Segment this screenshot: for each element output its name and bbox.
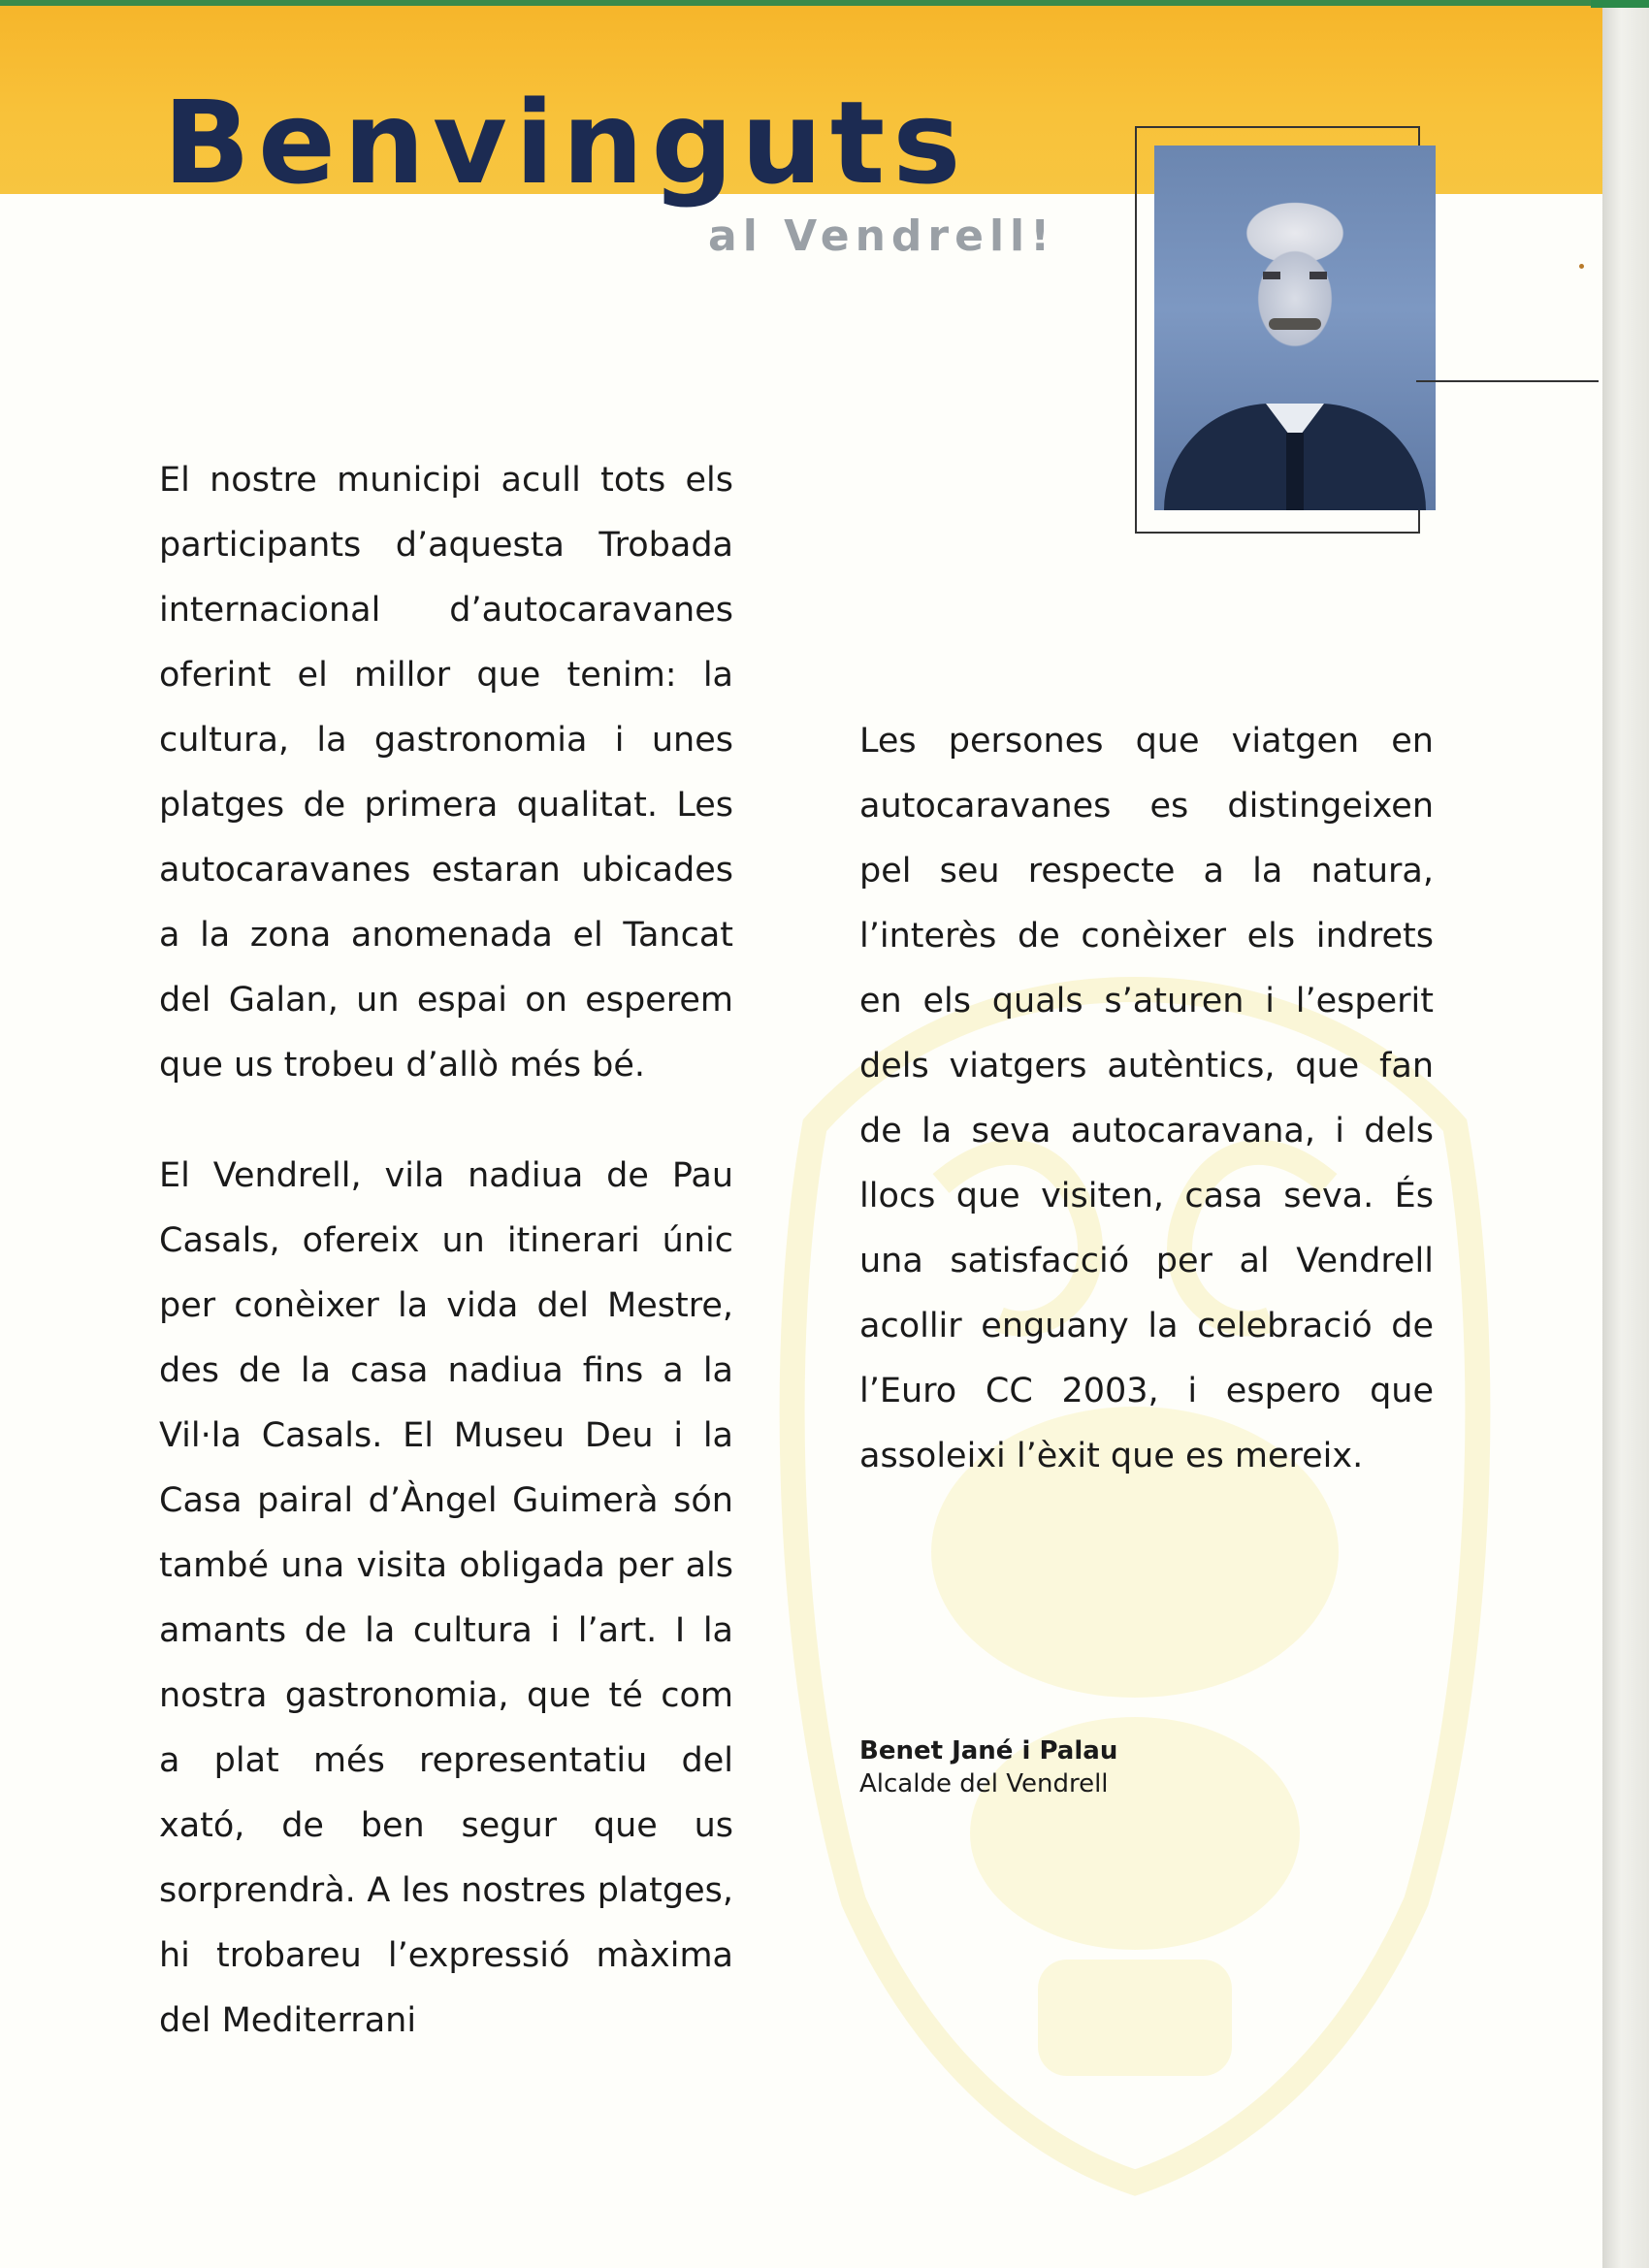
- page-subtitle: al Vendrell!: [708, 211, 1056, 261]
- photo-rule: [1416, 380, 1599, 382]
- header-green-edge: [0, 0, 1602, 6]
- paragraph: Les persones que viatgen en autocaravanes es distingeixen pel seu respecte a la natura, l’interès de conèixer els indrets en els quals s’aturen i l’esperit dels viatgers autèntics, que fan de la seva autocaravana, i dels llocs que visiten, casa seva. És una satisfacció per al Vendrell acollir enguany la celebració de l’Euro CC 2003, i espero que assoleixi l’èxit que es mereix.: [859, 722, 1434, 1475]
- left-column: [159, 448, 733, 2054]
- right-column: [859, 709, 1434, 1489]
- print-speck: [1579, 264, 1584, 269]
- signature-name: Benet Jané i Palau: [859, 1736, 1118, 1766]
- mayor-portrait: [1154, 146, 1436, 510]
- page-edge: [1602, 0, 1649, 2268]
- edge-green-strip: [1591, 0, 1649, 8]
- signature-block: [859, 1734, 1117, 1800]
- paragraph: El Vendrell, vila nadiua de Pau Casals, ofereix un itinerari únic per conèixer la vida del Mestre, des de la casa nadiua fins a la Vil·la Casals. El Museu Deu i la Casa pairal d’Àngel Guimerà són també una visita obligada per als amants de la cultura i l’art. I la nostra gastronomia, que té com a plat més representatiu del xató, de ben segur que us sorprendrà. A les nostres platges, hi trobareu l’expressió màxima del Mediterrani: [159, 1156, 733, 2040]
- signature-role: Alcalde del Vendrell: [859, 1769, 1109, 1798]
- paragraph: El nostre municipi acull tots els participants d’aquesta Trobada internacional d’autocaravanes oferint el millor que tenim: la cultura, la gastronomia i unes platges de primera qualitat. Les autocaravanes estaran ubicades a la zona anomenada el Tancat del Galan, un espai on esperem que us trobeu d’allò més bé.: [159, 461, 733, 1085]
- page-title: Benvinguts: [163, 76, 969, 210]
